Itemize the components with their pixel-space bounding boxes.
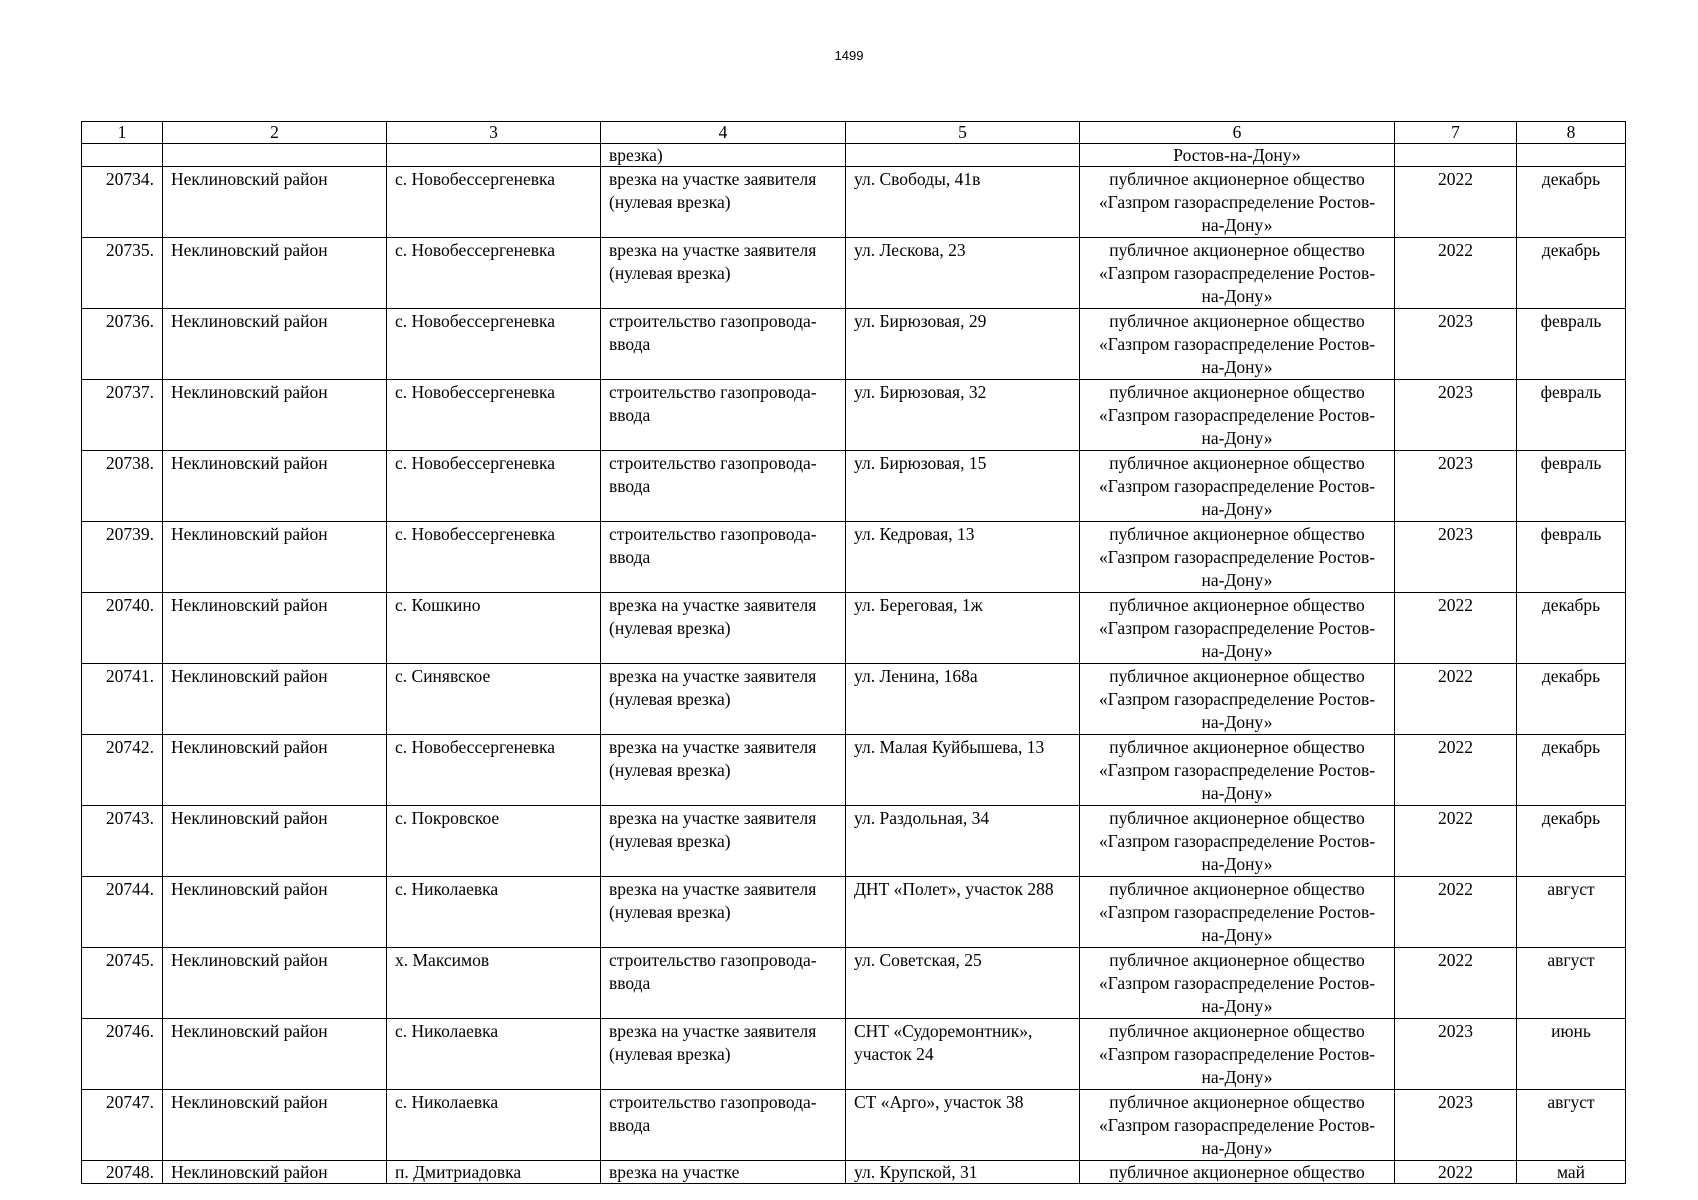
cell-district: Неклиновский район xyxy=(163,309,387,380)
cell-organization: публичное акционерное общество «Газпром газораспределение Ростов-на-Дону» xyxy=(1080,451,1395,522)
table-row xyxy=(82,664,1626,735)
cell-number: 20738. xyxy=(82,451,163,522)
cell-number: 20745. xyxy=(82,948,163,1019)
cell-month: декабрь xyxy=(1517,593,1626,664)
cell-address: ул. Бирюзовая, 32 xyxy=(846,380,1080,451)
column-header: 7 xyxy=(1395,122,1517,144)
column-header: 4 xyxy=(601,122,846,144)
cell-organization: публичное акционерное общество «Газпром газораспределение Ростов-на-Дону» xyxy=(1080,877,1395,948)
cell-number: 20734. xyxy=(82,167,163,238)
cell-organization: публичное акционерное общество «Газпром газораспределение Ростов-на-Дону» xyxy=(1080,522,1395,593)
table-row xyxy=(82,806,1626,877)
cell-organization: публичное акционерное общество xyxy=(1080,1161,1395,1184)
column-header: 3 xyxy=(387,122,601,144)
cell-month: декабрь xyxy=(1517,167,1626,238)
table-row xyxy=(82,735,1626,806)
cell-address: СНТ «Судоремонтник», участок 24 xyxy=(846,1019,1080,1090)
cell-settlement: с. Николаевка xyxy=(387,877,601,948)
column-header: 6 xyxy=(1080,122,1395,144)
cell-settlement: с. Покровское xyxy=(387,806,601,877)
cell-address: ул. Бирюзовая, 15 xyxy=(846,451,1080,522)
cell-organization: публичное акционерное общество «Газпром газораспределение Ростов-на-Дону» xyxy=(1080,664,1395,735)
cell-settlement: с. Кошкино xyxy=(387,593,601,664)
cell-organization: публичное акционерное общество «Газпром газораспределение Ростов-на-Дону» xyxy=(1080,806,1395,877)
cell-number: 20740. xyxy=(82,593,163,664)
cell-month: февраль xyxy=(1517,380,1626,451)
cell-district: Неклиновский район xyxy=(163,593,387,664)
cell-work: врезка на участке заявителя (нулевая врезка) xyxy=(601,664,846,735)
cell-year: 2022 xyxy=(1395,238,1517,309)
cell-district: Неклиновский район xyxy=(163,1090,387,1161)
cell-year: 2022 xyxy=(1395,877,1517,948)
cell-number: 20742. xyxy=(82,735,163,806)
cell-number: 20739. xyxy=(82,522,163,593)
cell-month: август xyxy=(1517,948,1626,1019)
cell-month: февраль xyxy=(1517,451,1626,522)
cell-year: 2022 xyxy=(1395,593,1517,664)
cell-year: 2023 xyxy=(1395,1090,1517,1161)
table-row xyxy=(82,451,1626,522)
cell-month: июнь xyxy=(1517,1019,1626,1090)
cell-settlement: х. Максимов xyxy=(387,948,601,1019)
cell-year: 2023 xyxy=(1395,380,1517,451)
cell-month: август xyxy=(1517,1090,1626,1161)
table-row xyxy=(82,877,1626,948)
cell-organization: публичное акционерное общество «Газпром газораспределение Ростов-на-Дону» xyxy=(1080,593,1395,664)
cell-address: ул. Малая Куйбышева, 13 xyxy=(846,735,1080,806)
cell-organization: публичное акционерное общество «Газпром газораспределение Ростов-на-Дону» xyxy=(1080,309,1395,380)
cell-district: Неклиновский район xyxy=(163,806,387,877)
column-header: 1 xyxy=(82,122,163,144)
cell-year: 2022 xyxy=(1395,948,1517,1019)
cell-address: ул. Лескова, 23 xyxy=(846,238,1080,309)
column-header: 8 xyxy=(1517,122,1626,144)
cell-month: август xyxy=(1517,877,1626,948)
cell-district: Неклиновский район xyxy=(163,380,387,451)
cell-organization: публичное акционерное общество «Газпром газораспределение Ростов-на-Дону» xyxy=(1080,735,1395,806)
cell-district: Неклиновский район xyxy=(163,167,387,238)
cell-settlement: с. Новобессергеневка xyxy=(387,238,601,309)
cell-number: 20735. xyxy=(82,238,163,309)
cell-district: Неклиновский район xyxy=(163,877,387,948)
continuation-row xyxy=(82,144,1626,167)
header-row xyxy=(82,122,1626,144)
cell-year: 2022 xyxy=(1395,735,1517,806)
cell-month: февраль xyxy=(1517,522,1626,593)
cell-number: 20747. xyxy=(82,1090,163,1161)
cell-address: ул. Ленина, 168а xyxy=(846,664,1080,735)
table-row xyxy=(82,948,1626,1019)
cell-settlement: с. Новобессергеневка xyxy=(387,309,601,380)
cell-year: 2023 xyxy=(1395,1019,1517,1090)
cell-organization: публичное акционерное общество «Газпром газораспределение Ростов-на-Дону» xyxy=(1080,1019,1395,1090)
cell-work: врезка на участке заявителя (нулевая врезка) xyxy=(601,877,846,948)
cell-address: ул. Раздольная, 34 xyxy=(846,806,1080,877)
cell-settlement: с. Новобессергеневка xyxy=(387,735,601,806)
table-row xyxy=(82,522,1626,593)
cell-address: ул. Бирюзовая, 29 xyxy=(846,309,1080,380)
cell-district: Неклиновский район xyxy=(163,948,387,1019)
cell-work: строительство газопровода-ввода xyxy=(601,380,846,451)
cell-address: ул. Кедровая, 13 xyxy=(846,522,1080,593)
cell-address: СТ «Арго», участок 38 xyxy=(846,1090,1080,1161)
cell-address: ул. Береговая, 1ж xyxy=(846,593,1080,664)
table-row xyxy=(82,1090,1626,1161)
table-row xyxy=(82,238,1626,309)
cell-work: строительство газопровода-ввода xyxy=(601,948,846,1019)
table-row xyxy=(82,1019,1626,1090)
cell-district: Неклиновский район xyxy=(163,735,387,806)
cell-work: врезка на участке заявителя (нулевая врезка) xyxy=(601,238,846,309)
cell-number: 20748. xyxy=(82,1161,163,1184)
table-row xyxy=(82,380,1626,451)
cell-settlement: с. Синявское xyxy=(387,664,601,735)
table-row xyxy=(82,1161,1626,1184)
cell-organization: Ростов-на-Дону» xyxy=(1080,144,1395,167)
cell-number: 20744. xyxy=(82,877,163,948)
cell-address: ул. Крупской, 31 xyxy=(846,1161,1080,1184)
cell-settlement: с. Новобессергеневка xyxy=(387,167,601,238)
cell-month: декабрь xyxy=(1517,664,1626,735)
cell-work: врезка) xyxy=(601,144,846,167)
cell-settlement: с. Новобессергеневка xyxy=(387,451,601,522)
cell-work: строительство газопровода-ввода xyxy=(601,309,846,380)
cell-work: строительство газопровода-ввода xyxy=(601,522,846,593)
cell-settlement: п. Дмитриадовка xyxy=(387,1161,601,1184)
table-row xyxy=(82,309,1626,380)
cell-month: февраль xyxy=(1517,309,1626,380)
cell-settlement: с. Новобессергеневка xyxy=(387,380,601,451)
cell-year: 2022 xyxy=(1395,806,1517,877)
cell-district: Неклиновский район xyxy=(163,1161,387,1184)
cell-year: 2022 xyxy=(1395,1161,1517,1184)
cell-organization: публичное акционерное общество «Газпром газораспределение Ростов-на-Дону» xyxy=(1080,948,1395,1019)
cell-work: врезка на участке заявителя (нулевая врезка) xyxy=(601,167,846,238)
cell-number: 20737. xyxy=(82,380,163,451)
cell-month: декабрь xyxy=(1517,238,1626,309)
column-header: 2 xyxy=(163,122,387,144)
cell-work: врезка на участке заявителя (нулевая врезка) xyxy=(601,1019,846,1090)
cell-organization: публичное акционерное общество «Газпром газораспределение Ростов-на-Дону» xyxy=(1080,238,1395,309)
cell-number: 20743. xyxy=(82,806,163,877)
cell-work: врезка на участке xyxy=(601,1161,846,1184)
cell-address: ул. Советская, 25 xyxy=(846,948,1080,1019)
cell-year: 2023 xyxy=(1395,451,1517,522)
cell-organization: публичное акционерное общество «Газпром газораспределение Ростов-на-Дону» xyxy=(1080,380,1395,451)
table-row xyxy=(82,593,1626,664)
cell-district: Неклиновский район xyxy=(163,522,387,593)
cell-month: май xyxy=(1517,1161,1626,1184)
cell-work: врезка на участке заявителя (нулевая врезка) xyxy=(601,593,846,664)
cell-work: строительство газопровода-ввода xyxy=(601,451,846,522)
table-row xyxy=(82,167,1626,238)
cell-work: врезка на участке заявителя (нулевая врезка) xyxy=(601,806,846,877)
cell-settlement: с. Николаевка xyxy=(387,1019,601,1090)
cell-number: 20741. xyxy=(82,664,163,735)
cell-district: Неклиновский район xyxy=(163,664,387,735)
cell-year: 2022 xyxy=(1395,167,1517,238)
cell-work: врезка на участке заявителя (нулевая врезка) xyxy=(601,735,846,806)
cell-address: ул. Свободы, 41в xyxy=(846,167,1080,238)
cell-year: 2023 xyxy=(1395,309,1517,380)
cell-year: 2023 xyxy=(1395,522,1517,593)
page-number: 1499 xyxy=(834,48,864,63)
cell-address: ДНТ «Полет», участок 288 xyxy=(846,877,1080,948)
cell-district: Неклиновский район xyxy=(163,1019,387,1090)
gasification-table xyxy=(81,121,1626,1184)
cell-settlement: с. Николаевка xyxy=(387,1090,601,1161)
cell-settlement: с. Новобессергеневка xyxy=(387,522,601,593)
cell-year: 2022 xyxy=(1395,664,1517,735)
cell-district: Неклиновский район xyxy=(163,451,387,522)
cell-work: строительство газопровода-ввода xyxy=(601,1090,846,1161)
column-header: 5 xyxy=(846,122,1080,144)
cell-district: Неклиновский район xyxy=(163,238,387,309)
cell-number: 20736. xyxy=(82,309,163,380)
cell-month: декабрь xyxy=(1517,806,1626,877)
cell-organization: публичное акционерное общество «Газпром газораспределение Ростов-на-Дону» xyxy=(1080,1090,1395,1161)
cell-organization: публичное акционерное общество «Газпром газораспределение Ростов-на-Дону» xyxy=(1080,167,1395,238)
cell-month: декабрь xyxy=(1517,735,1626,806)
cell-number: 20746. xyxy=(82,1019,163,1090)
